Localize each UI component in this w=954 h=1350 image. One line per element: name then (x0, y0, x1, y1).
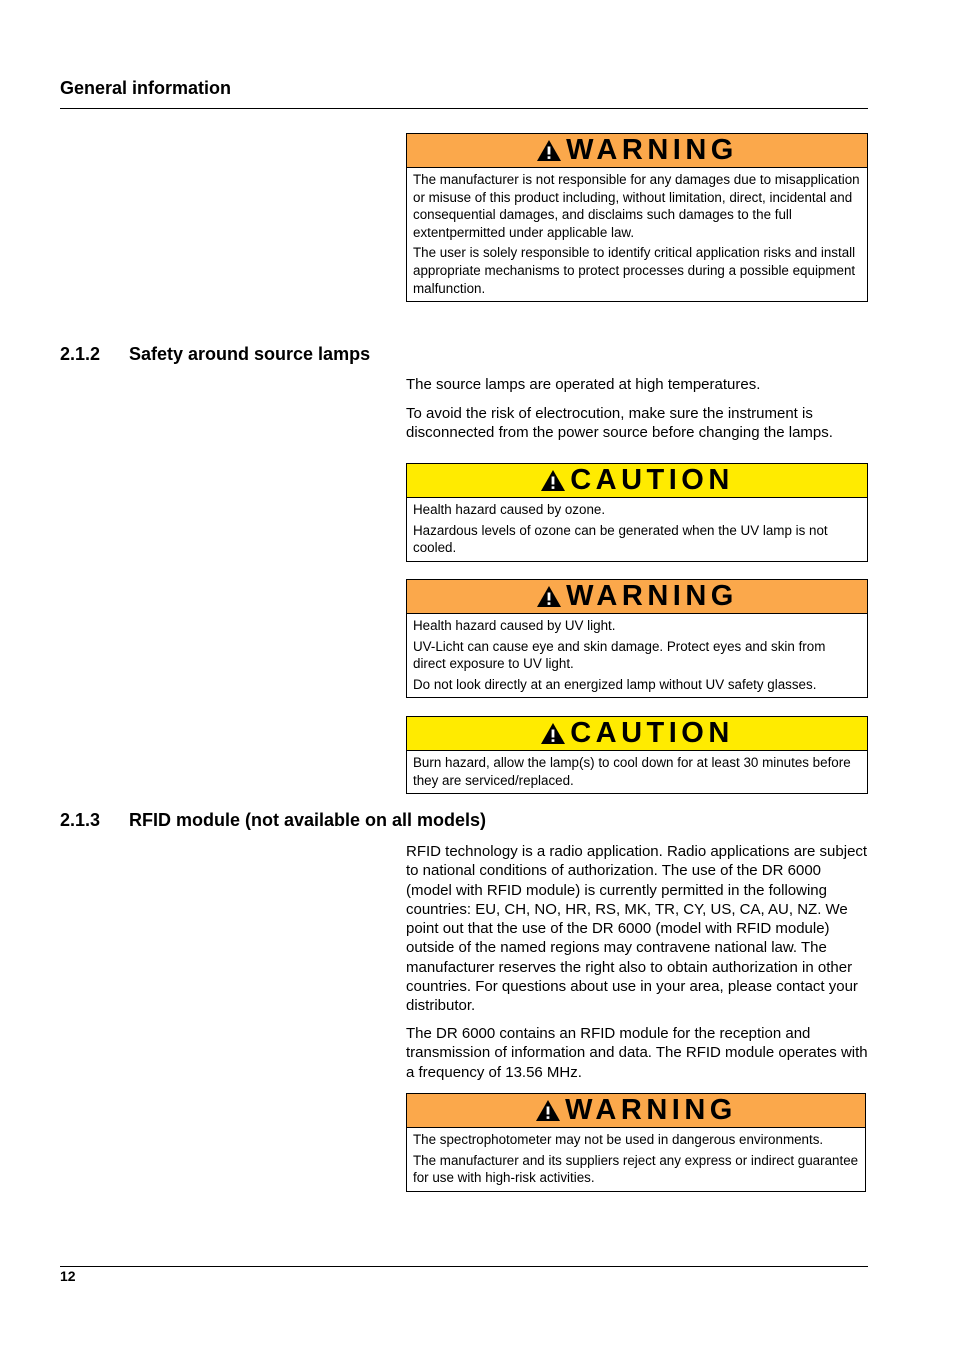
caution-signal-word: CAUTION (570, 717, 734, 749)
warning-header (407, 134, 867, 168)
warning-box-uv (406, 579, 868, 698)
caution-body (407, 498, 867, 561)
caution-text: Burn hazard, allow the lamp(s) to cool down for at least 30 minutes before they are serviced/replaced. (413, 755, 851, 788)
caution-box-ozone (406, 463, 868, 562)
caution-box-burn (406, 716, 868, 794)
caution-body (407, 751, 867, 793)
warning-signal-word: WARNING (566, 134, 738, 166)
page-number: 12 (60, 1268, 76, 1284)
warning-body (407, 1128, 865, 1191)
section-title: RFID module (not available on all models) (129, 810, 487, 830)
warning-triangle-icon (540, 469, 566, 492)
warning-text: The user is solely responsible to identify critical application risks and install appropriate mechanisms to protect processes during a possible equipment malfunction. (413, 245, 856, 296)
warning-text: UV-Licht can cause eye and skin damage. Protect eyes and skin from direct exposure to UV light. (413, 638, 826, 672)
warning-signal-word: WARNING (565, 1094, 737, 1126)
body-paragraph: The source lamps are operated at high temperatures. (406, 376, 761, 393)
section-number: 2.1.2 (60, 344, 101, 364)
warning-text: The manufacturer and its suppliers reject any express or indirect guarantee for use with high-risk activities. (413, 1152, 859, 1186)
caution-header (407, 717, 867, 751)
warning-header (407, 580, 867, 614)
section-title: Safety around source lamps (129, 344, 371, 364)
body-paragraph: To avoid the risk of electrocution, make sure the instrument is disconnected from the power source before changing the lamps. (406, 405, 833, 442)
warning-body (407, 168, 867, 301)
caution-text: Hazardous levels of ozone can be generated when the UV lamp is not cooled. (413, 522, 828, 556)
page-header-title: General information (60, 78, 232, 98)
body-paragraph: The DR 6000 contains an RFID module for the reception and transmission of information and data. The RFID module operates with a frequency of 13.56 MHz. (406, 1025, 868, 1081)
warning-box-general (406, 133, 868, 302)
warning-triangle-icon (536, 585, 562, 608)
warning-text: The spectrophotometer may not be used in dangerous environments. (413, 1132, 824, 1147)
warning-text: Do not look directly at an energized lamp without UV safety glasses. (413, 676, 817, 692)
warning-text: The manufacturer is not responsible for any damages due to misapplication or misuse of this product including, without limitation, direct, incidental and consequential damages, and disclaims such damages to the full extentpermitted under applicable law. (413, 172, 860, 240)
header-rule (60, 108, 868, 109)
warning-triangle-icon (540, 722, 566, 745)
section-number: 2.1.3 (60, 810, 101, 830)
warning-box-environment (406, 1093, 866, 1192)
warning-header (407, 1094, 865, 1128)
warning-text: Health hazard caused by UV light. (413, 618, 616, 633)
caution-header (407, 464, 867, 498)
body-paragraph: RFID technology is a radio application. Radio applications are subject to national conditions of authorization. The use of the DR 6000 (model with RFID module) is currently permitted in the following countries: EU, CH, NO, HR, RS, MK, TR, CY, US, CA, AU, NZ. We point out that the use of the DR 6000 (model with RFID module) outside of the named regions may contravene national law. The manufacturer reserves the right also to obtain authorization in other countries. For questions about use in your area, please contact your distributor. (406, 843, 868, 1015)
warning-body (407, 614, 867, 697)
warning-triangle-icon (535, 1099, 561, 1122)
footer-rule (60, 1266, 868, 1267)
warning-triangle-icon (536, 139, 562, 162)
warning-signal-word: WARNING (566, 580, 738, 612)
caution-signal-word: CAUTION (570, 464, 734, 496)
caution-text: Health hazard caused by ozone. (413, 502, 606, 517)
